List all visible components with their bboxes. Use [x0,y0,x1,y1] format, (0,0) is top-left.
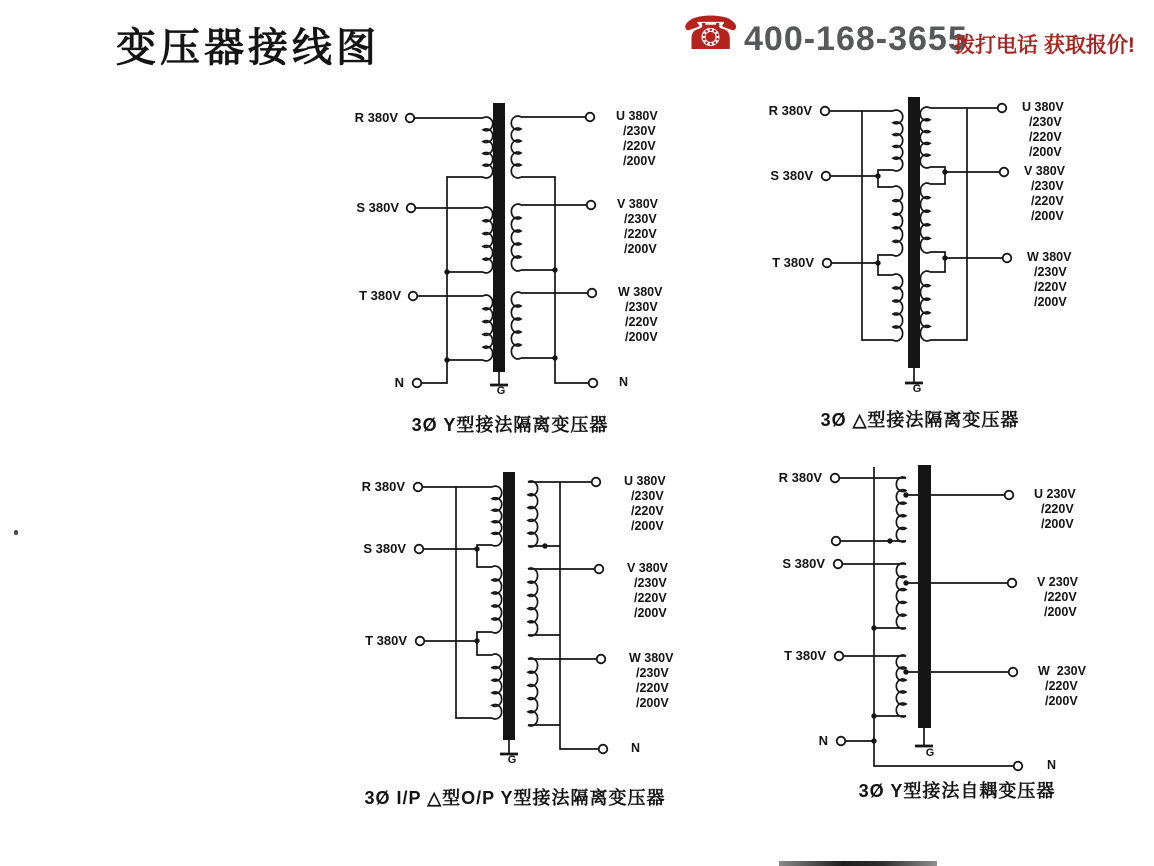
junction-dot [552,267,557,272]
terminal-label: R 380V [768,103,812,118]
terminal-label: T 380V [359,288,401,303]
terminal [586,113,595,122]
voltage-label-line: /200V [1029,145,1062,159]
terminal [823,259,832,268]
voltage-label [1022,100,1064,160]
voltage-label [629,651,673,711]
terminal [587,201,596,210]
terminal [1003,254,1012,263]
junction-dot [871,713,876,718]
voltage-label [627,561,668,621]
page-title: 变压器接线图 [116,26,380,70]
terminal-label: R 380V [354,110,398,125]
voltage-label-line: W 380V [629,651,674,665]
wire [930,252,945,272]
terminal [821,107,830,116]
diagram-y-y-isolation-transformer [340,95,680,445]
voltage-label-line: W 230V [1038,664,1086,678]
winding-coil [483,207,493,273]
terminal-label: N [818,733,828,748]
ground-label: G [925,747,935,759]
wire [930,167,945,184]
transformer-core [503,472,515,740]
junction-dot [474,546,479,551]
voltage-label-line: /230V [1029,115,1062,129]
wire [878,170,893,187]
voltage-label-line: /220V [1034,280,1067,294]
voltage-label-line: /220V [625,315,658,329]
voltage-label-line: U 380V [1022,100,1064,114]
voltage-label-line: /220V [624,227,657,241]
diagram-y-autotransformer [760,455,1154,820]
voltage-label-line: /220V [636,681,669,695]
junction-dot [871,625,876,630]
terminal-label: S 380V [782,556,825,571]
diagram-caption: 3Ø I/P △型O/P Y型接法隔离变压器 [364,788,666,808]
junction-dot [903,492,908,497]
terminal-label: R 380V [778,470,822,485]
terminal [415,545,424,554]
terminal [835,652,844,661]
wire [456,487,492,718]
winding-coil [893,110,903,171]
junction-dot [903,580,908,585]
voltage-label-line: /230V [636,666,669,680]
voltage-label [1047,758,1056,773]
winding-coil [528,481,538,547]
junction-dot [552,355,557,360]
voltage-label-line: V 230V [1037,575,1079,589]
phone-icon: ☎ [682,7,740,59]
voltage-label-line: U 380V [616,109,658,123]
winding-coil [492,566,502,633]
terminal [837,737,846,746]
wire [874,467,1014,766]
voltage-label-line: /200V [631,519,664,533]
voltage-label-line: /220V [634,591,667,605]
voltage-label-line: V 380V [617,197,659,211]
voltage-label [1037,575,1078,620]
winding-coil [511,116,521,178]
winding-coil [896,563,906,629]
terminal [409,292,418,301]
wire [477,632,492,655]
wire [862,111,893,340]
voltage-label-line: /230V [1034,265,1067,279]
terminal [1008,579,1017,588]
voltage-label-line: /220V [1044,590,1077,604]
terminal [407,204,416,213]
voltage-label-line: /230V [634,576,667,590]
voltage-label [624,474,666,534]
winding-coil [920,107,930,168]
terminal [834,560,843,569]
voltage-label-line: /230V [1031,179,1064,193]
voltage-label-line: /220V [623,139,656,153]
junction-dot [542,543,547,548]
scan-artifact-dot [14,530,18,535]
voltage-label-line: W 380V [618,285,663,299]
voltage-label-line: U 380V [624,474,666,488]
winding-coil [511,204,521,271]
winding-coil [492,654,502,719]
voltage-label-line: U 230V [1034,487,1076,501]
ground-label: G [912,383,922,395]
phone-call-cta: 拨打电话 获取报价! [954,34,1135,57]
terminal [832,537,841,546]
voltage-label-line: /200V [1034,295,1067,309]
junction-dot [871,738,876,743]
voltage-label [619,375,628,390]
voltage-label [1024,164,1065,224]
terminal [1000,168,1009,177]
terminal-label: T 380V [772,255,814,270]
voltage-label [618,285,662,345]
diagram-caption: 3Ø Y型接法自耦变压器 [858,781,1056,801]
terminal-label: S 380V [356,200,399,215]
winding-coil [511,292,521,359]
phone-number: 400-168-3655 [744,20,968,58]
voltage-label [617,197,658,257]
voltage-label-line: /200V [1031,209,1064,223]
diagram-delta-in-y-out-isolation-transformer [340,460,690,820]
junction-dot [903,669,908,674]
winding-coil [896,655,906,717]
voltage-label-line: N [1047,758,1057,772]
junction-dot [875,173,880,178]
scan-artifact-bar [779,861,937,866]
terminal [595,565,604,574]
junction-dot [444,357,449,362]
voltage-label-line: /200V [624,242,657,256]
wire [560,482,599,749]
circuit-linework [760,455,1154,820]
voltage-label-line: /200V [1045,694,1078,708]
winding-coil [528,658,538,726]
diagram-caption: 3Ø △型接法隔离变压器 [820,410,1020,430]
junction-dot [942,169,947,174]
winding-coil [920,271,930,341]
winding-coil [483,117,493,178]
winding-coil [528,568,538,636]
voltage-label-line: /230V [624,212,657,226]
terminal [406,114,415,123]
terminal [589,379,598,388]
transformer-core [908,97,920,368]
terminal [588,289,597,298]
junction-dot [875,260,880,265]
winding-coil [893,274,903,341]
terminal-label: S 380V [770,168,813,183]
junction-dot [474,638,479,643]
terminal [831,474,840,483]
junction-dot [444,269,449,274]
winding-coil [896,477,906,542]
voltage-label-line: /230V [631,489,664,503]
terminal-label: T 380V [365,633,407,648]
voltage-label [1027,250,1071,310]
terminal-label: N [394,375,404,390]
voltage-label-line: /200V [623,154,656,168]
junction-dot [887,538,892,543]
terminal-label: R 380V [361,479,405,494]
terminal [822,172,831,181]
voltage-label [1038,664,1086,709]
terminal [1009,668,1018,677]
voltage-label-line: W 380V [1027,250,1072,264]
terminal [414,483,423,492]
voltage-label-line: /220V [1031,194,1064,208]
terminal [1014,762,1023,771]
terminal [1005,491,1014,500]
voltage-label-line: /200V [634,606,667,620]
junction-dot [942,255,947,260]
transformer-core [918,465,931,728]
ground-label: G [496,385,506,397]
winding-coil [920,183,930,253]
voltage-label-line: /230V [625,300,658,314]
winding-coil [483,295,493,361]
voltage-label [1034,487,1076,532]
terminal [599,745,608,754]
voltage-label-line: N [631,741,641,755]
ground-label: G [507,754,517,766]
terminal [413,379,422,388]
terminal [416,637,425,646]
voltage-label-line: /230V [623,124,656,138]
terminal [597,655,606,664]
voltage-label [616,109,658,169]
voltage-label-line: V 380V [1024,164,1066,178]
voltage-label-line: /220V [631,504,664,518]
winding-coil [492,486,502,546]
winding-coil [893,186,903,256]
wire [521,177,589,383]
voltage-label-line: /200V [625,330,658,344]
wire [878,255,893,275]
voltage-label-line: /200V [1044,605,1077,619]
terminal [998,104,1007,113]
wire [930,108,967,340]
voltage-label-line: V 380V [627,561,669,575]
diagram-delta-delta-isolation-transformer [750,90,1090,440]
voltage-label-line: /220V [1029,130,1062,144]
terminal [592,478,601,487]
diagram-caption: 3Ø Y型接法隔离变压器 [411,415,609,435]
terminal-label: S 380V [363,541,406,556]
voltage-label-line: N [619,375,629,389]
voltage-label-line: /200V [636,696,669,710]
transformer-core [493,103,505,372]
voltage-label [631,741,640,756]
voltage-label-line: /220V [1045,679,1078,693]
voltage-label-line: /220V [1041,502,1074,516]
voltage-label-line: /200V [1041,517,1074,531]
terminal-label: T 380V [784,648,826,663]
